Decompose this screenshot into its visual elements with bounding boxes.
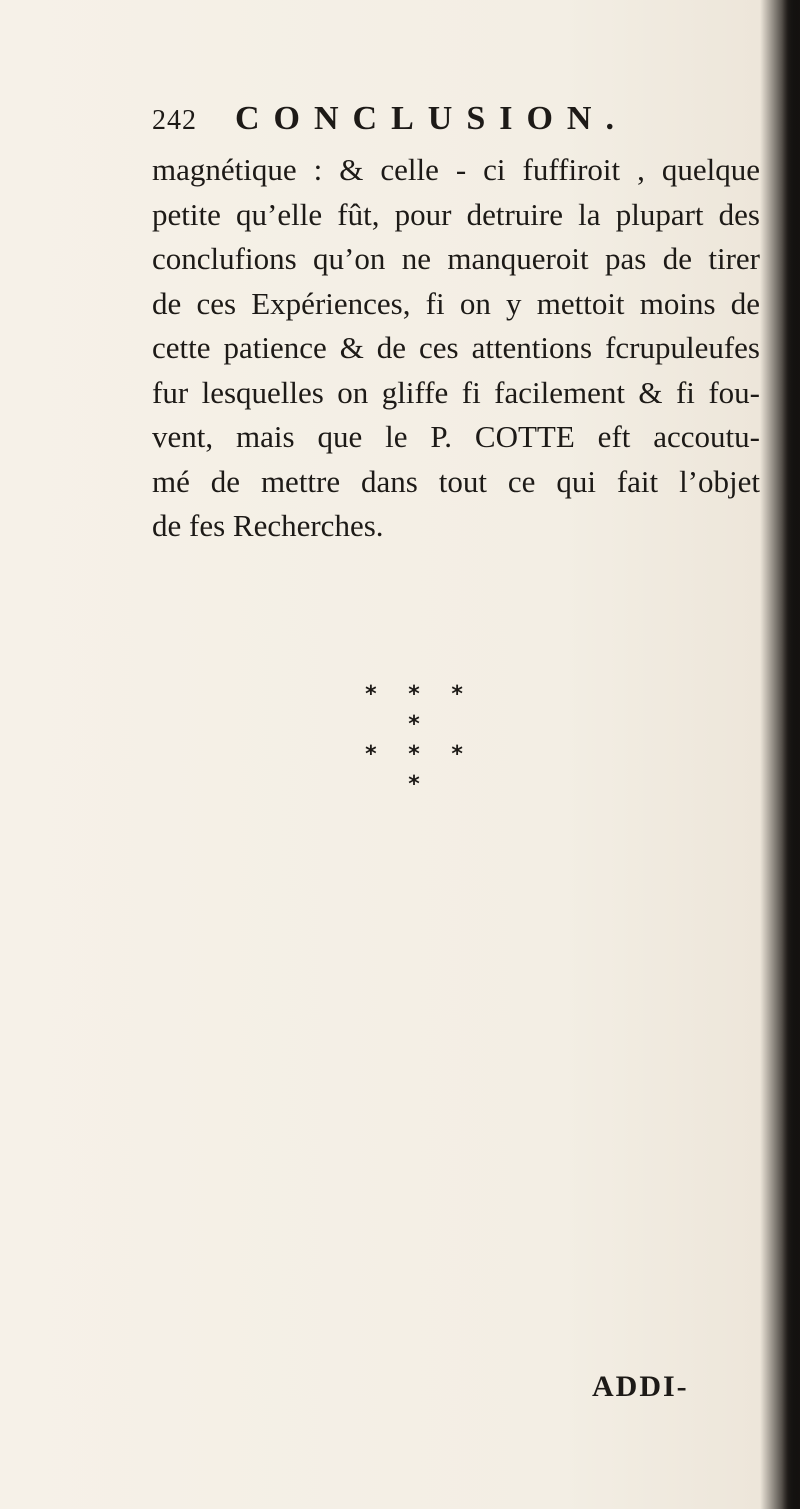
page-number: 242 xyxy=(152,105,197,136)
text-line: cette patience & de ces attentions fcrupuleufes xyxy=(152,330,760,365)
running-title: CONCLUSION. xyxy=(235,100,628,137)
text-line: de fes Recherches. xyxy=(152,508,384,543)
running-header xyxy=(152,100,772,140)
text-line: fur lesquelles on gliffe fi facilement & fi fou- xyxy=(152,374,760,410)
asterism-ornament xyxy=(360,680,480,800)
catchword: ADDI- xyxy=(592,1370,689,1403)
body-paragraph xyxy=(152,148,760,549)
ornament-row: * * * * xyxy=(365,682,475,737)
ornament-row: * xyxy=(408,772,432,797)
text-line: magnétique : & celle - ci fuffiroit , quelque xyxy=(152,152,760,187)
text-line: conclufions qu’on ne manqueroit pas de tirer xyxy=(152,241,760,276)
text-line: mé de mettre dans tout ce qui fait l’objet xyxy=(152,463,760,499)
text-line: petite qu’elle fût, pour detruire la plupart des xyxy=(152,196,760,232)
page-edge-shadow xyxy=(782,0,800,1509)
text-line: de ces Expériences, fi on y mettoit moins de xyxy=(152,285,760,321)
ornament-row: * * * xyxy=(365,742,475,767)
text-line: vent, mais que le P. COTTE eft accoutu- xyxy=(152,419,760,454)
